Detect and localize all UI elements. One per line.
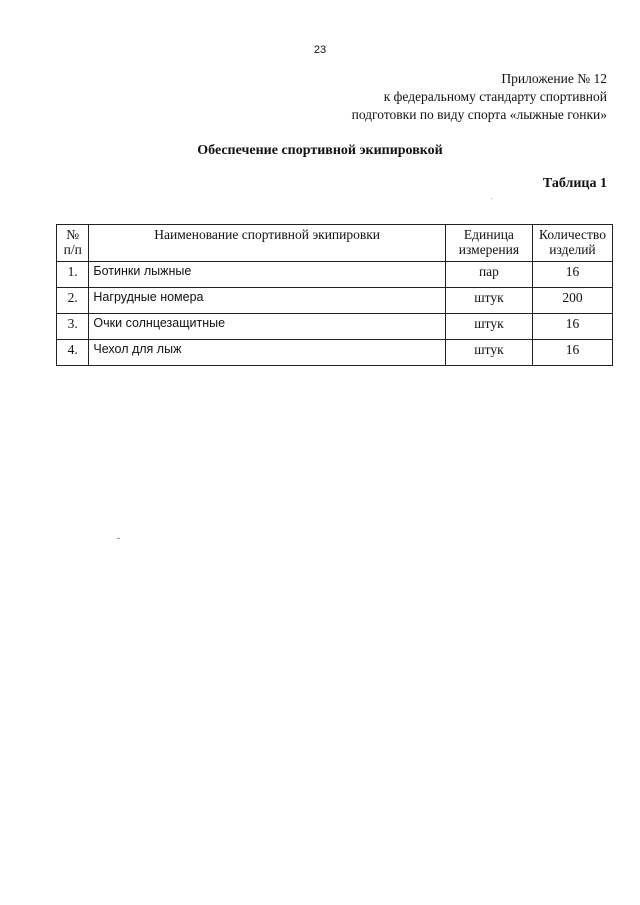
row-quantity: 200 (532, 288, 612, 314)
header-number-line-1: № (66, 227, 80, 242)
equipment-table (56, 224, 613, 366)
header-unit (445, 225, 532, 262)
row-unit: штук (445, 340, 532, 366)
table-row (57, 314, 613, 340)
appendix-line-3: подготовки по виду спорта «лыжные гонки» (351, 107, 607, 122)
header-quantity-line-1: Количество (539, 227, 606, 242)
document-title: Обеспечение спортивной экипировкой (197, 143, 443, 158)
row-name: Чехол для лыж (89, 340, 445, 366)
appendix-line-2: к федеральному стандарту спортивной (383, 89, 607, 104)
row-unit: пар (445, 262, 532, 288)
row-unit: штук (445, 314, 532, 340)
row-unit: штук (445, 288, 532, 314)
row-name: Ботинки лыжные (89, 262, 445, 288)
row-number: 2. (57, 288, 89, 314)
header-unit-line-1: Единица (463, 227, 514, 242)
header-name: Наименование спортивной экипировки (89, 225, 445, 262)
table-header-row (57, 225, 613, 262)
page-number: 23 (313, 44, 327, 56)
scan-mark (117, 538, 120, 539)
table-row (57, 262, 613, 288)
row-name: Очки солнцезащитные (89, 314, 445, 340)
table-row (57, 288, 613, 314)
table-row (57, 340, 613, 366)
header-unit-line-2: измерения (458, 242, 520, 257)
header-number-line-2: п/п (63, 242, 82, 257)
row-quantity: 16 (532, 340, 612, 366)
appendix-header (352, 70, 607, 124)
table-caption: Таблица 1 (542, 176, 607, 191)
header-quantity-line-2: изделий (549, 242, 596, 257)
row-number: 1. (57, 262, 89, 288)
row-quantity: 16 (532, 262, 612, 288)
appendix-line-1: Приложение № 12 (501, 71, 607, 86)
row-name: Нагрудные номера (89, 288, 445, 314)
row-number: 4. (57, 340, 89, 366)
row-quantity: 16 (532, 314, 612, 340)
scan-speck (491, 198, 492, 199)
header-quantity (532, 225, 612, 262)
header-number (57, 225, 89, 262)
row-number: 3. (57, 314, 89, 340)
